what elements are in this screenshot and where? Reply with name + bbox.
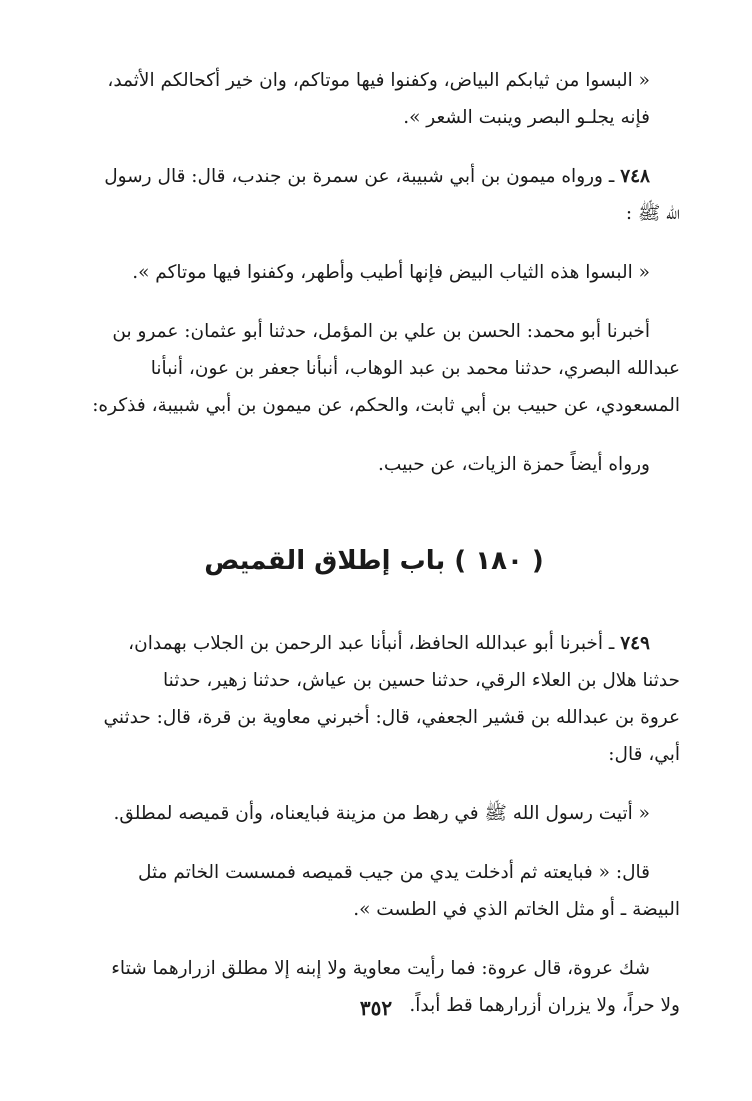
hadith-747-line-1: « البسوا من ثيابكم البياض، وكفنوا فيها موتاكم، وان خير أكحالكم الأثمد،: [107, 70, 650, 91]
chapter-heading: ( ١٨٠ ) باب إطلاق القميص: [204, 546, 544, 576]
page-body: [68, 62, 680, 1024]
hadith-749-number: ٧٤٩: [620, 633, 650, 654]
hadith-748-isnad: [68, 313, 680, 424]
hadith-749-line-2: حدثنا هلال بن العلاء الرقي، حدثنا حسين بن عياش، حدثنا زهير، حدثنا: [163, 670, 680, 691]
page-number: ٣٥٢: [359, 996, 393, 1020]
isnad-748-line-1: أخبرنا أبو محمد: الحسن بن علي بن المؤمل، حدثنا أبو عثمان: عمرو بن: [112, 321, 650, 342]
isnad-748-line-3: المسعودي، عن حبيب بن أبي ثابت، والحكم، عن ميمون بن أبي شبيبة، فذكره:: [92, 395, 680, 416]
hadith-749-intro: [68, 625, 680, 773]
isnad-748-line-2: عبدالله البصري، حدثنا محمد بن عبد الوهاب، أنبأنا جعفر بن عون، أنبأنا: [150, 358, 680, 379]
hadith-749c-line-1: شك عروة، قال عروة: فما رأيت معاوية ولا إبنه إلا مطلق ازرارهما شتاء: [111, 958, 650, 979]
hadith-749-continuation: [68, 854, 680, 928]
hadith-749c-line-2: ولا حراً، ولا يزران أزرارهما قط أبداً.: [409, 995, 680, 1016]
hadith-747-text: [68, 62, 680, 136]
hadith-747-line-2: فإنه يجلـو البصر وينبت الشعر ».: [403, 107, 650, 128]
hadith-748-line-1: ـ ورواه ميمون بن أبي شبيبة، عن سمرة بن جندب، قال: قال رسول: [104, 166, 615, 187]
hadith-748-line-2: الله ﷺ :: [625, 203, 680, 224]
hadith-749b-line-2: البيضة ـ أو مثل الخاتم الذي في الطست ».: [353, 899, 680, 920]
hadith-749b-line-1: قال: « فبايعته ثم أدخلت يدي من جيب قميصه فمسست الخاتم مثل: [138, 862, 650, 883]
hadith-749-line-4: أبي، قال:: [608, 744, 680, 765]
hadith-748-intro: [68, 158, 680, 232]
hadith-748-note: ورواه أيضاً حمزة الزيات، عن حبيب.: [378, 454, 650, 475]
hadith-749-line-1: ـ أخبرنا أبو عبدالله الحافظ، أنبأنا عبد الرحمن بن الجلاب بهمدان،: [128, 633, 615, 654]
hadith-749-quote: « أتيت رسول الله ﷺ في رهط من مزينة فبايعناه، وأن قميصه لمطلق.: [113, 803, 650, 824]
hadith-748-number: ٧٤٨: [620, 166, 650, 187]
hadith-748-quote: « البسوا هذه الثياب البيض فإنها أطيب وأطهر، وكفنوا فيها موتاكم ».: [132, 262, 650, 283]
hadith-749-line-3: عروة بن عبدالله بن قشير الجعفي، قال: أخبرني معاوية بن قرة، قال: حدثني: [103, 707, 680, 728]
